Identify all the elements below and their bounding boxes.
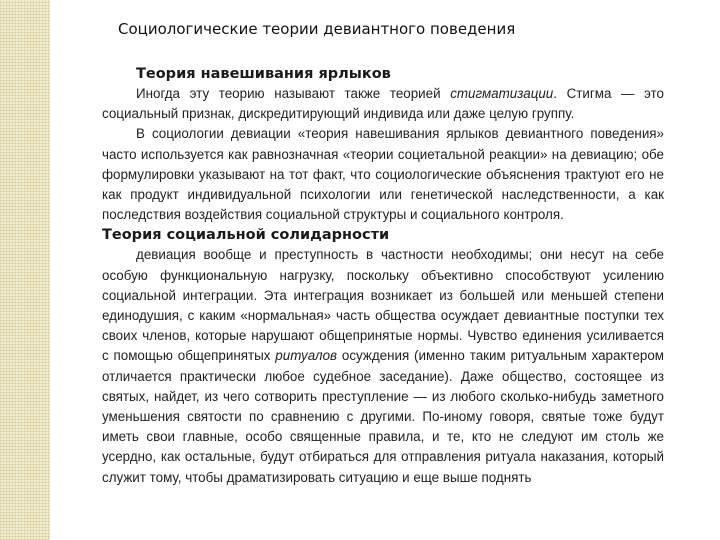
paragraph-text: девиация вообще и преступность в частности необходимы; они несут на себе особую функциональную нагрузку, поскольку объективно способствуют усилению социальной интеграции. Эта интеграция возникает из большей или меньшей степени единодушия, с каким «нормальная» часть общества осуждает девиантные поступки тех своих членов, которые нарушают общепринятые нормы. Чувство единения усиливается с помощью общепринятых [102, 247, 664, 364]
term-stigmatization: стигматизации [450, 86, 554, 101]
paragraph-text: . Стигма — это социальный признак, дискредитирующий индивида или даже целую группу. [102, 86, 664, 122]
term-rituals: ритуалов [275, 348, 338, 364]
section-heading-solidarity-theory: Теория социальной солидарности [102, 227, 390, 244]
section-heading-labeling-theory: Теория навешивания ярлыков [136, 66, 391, 82]
slide-content [102, 64, 664, 488]
decorative-side-strip [0, 0, 50, 540]
paragraph-solidarity [102, 245, 664, 487]
paragraph-stigma [102, 84, 664, 124]
slide-title: Социологические теории девиантного поведения [118, 20, 516, 38]
paragraph-text: Иногда эту теорию называют также теорией [136, 86, 451, 101]
paragraph-text: осуждения (именно таким ритуальным характером отличается практически любое судебное заседание). Даже общество, состоящее из святых, найдет, из чего сотворить преступление — из любого сколько-нибудь заметного уменьшения святости по сравнению с другими. По-иному говоря, святые тоже будут иметь свои главные, особо священные правила, и те, кто не следуют им столь же усердно, как остальные, будут отбираться для отправления ритуала наказания, который служит тому, чтобы драматизировать ситуацию и еще выше поднять [102, 348, 664, 485]
paragraph-deviance-sociology: В социологии девиации «теория навешивания ярлыков девиантного поведения» часто используется как равнозначная «теории социетальной реакции» на девиацию; обе формулировки указывают на тот факт, что социологические объяснения трактуют его не как продукт индивидуальной психологии или генетической наследственности, а как последствия воздействия социальной структуры и социального контроля. [102, 126, 664, 223]
